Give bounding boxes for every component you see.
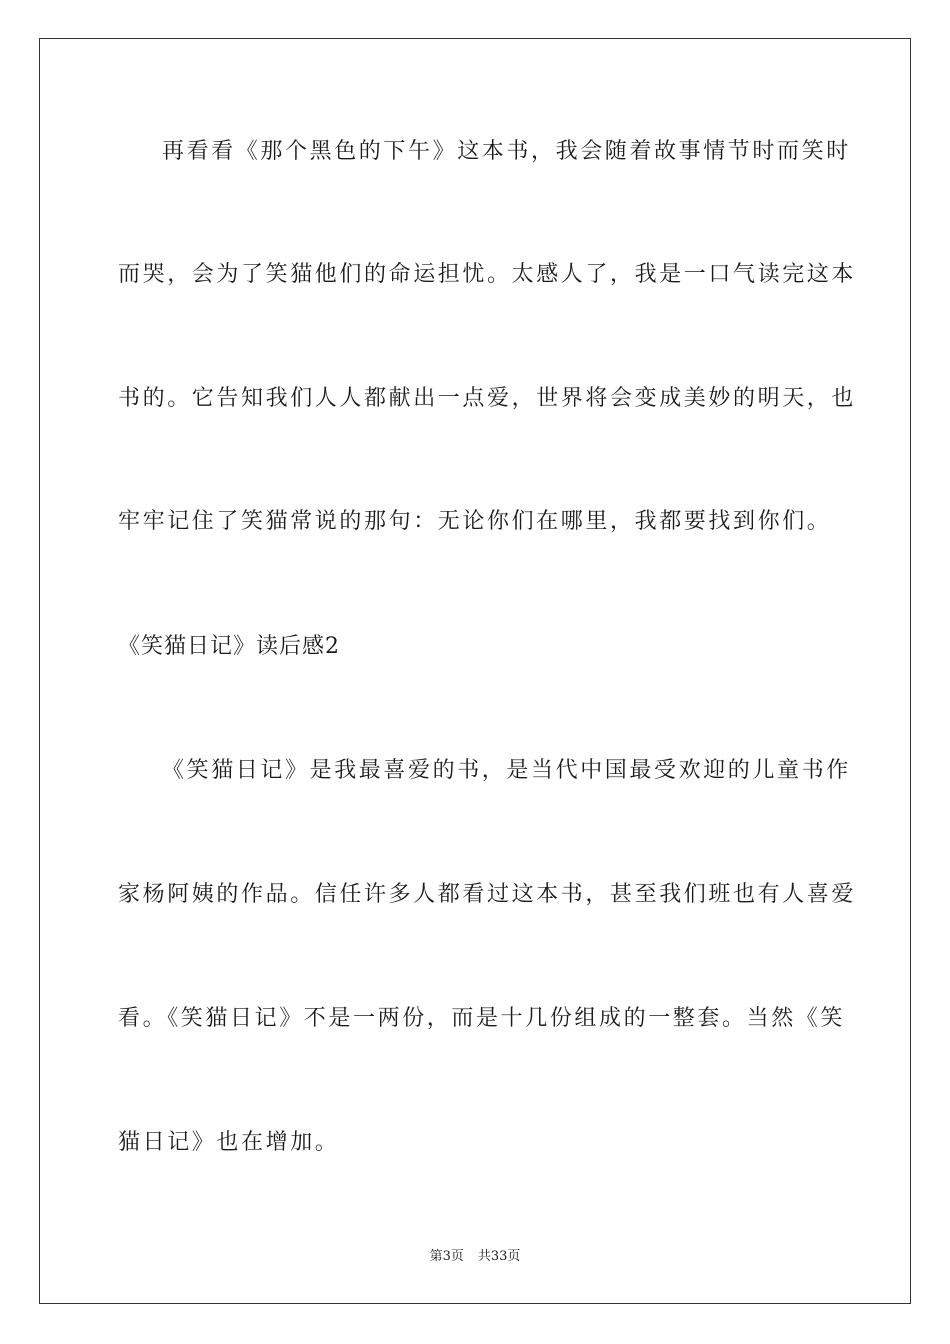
paragraph-line: 牢牢记住了笑猫常说的那句：无论你们在哪里，我都要找到你们。 [118,509,832,534]
paragraph-line: 《笑猫日记》是我最喜爱的书，是当代中国最受欢迎的儿童书作 [162,758,851,783]
paragraph-line: 而哭，会为了笑猫他们的命运担忧。太感人了，我是一口气读完这本 [118,262,857,287]
page-footer [0,1248,950,1266]
page-number: 第3页 [429,1249,464,1264]
paragraph-line: 看。《笑猫日记》不是一两份，而是十几份组成的一整套。当然《笑 [118,1006,846,1031]
section-heading: 《笑猫日记》读后感2 [118,634,340,659]
page-border [39,38,911,1304]
paragraph-line: 再看看《那个黑色的下午》这本书，我会随着故事情节时而笑时 [162,139,851,164]
page-total: 共33页 [477,1249,521,1264]
paragraph-line: 猫日记》也在增加。 [118,1130,340,1155]
paragraph-line: 书的。它告知我们人人都献出一点爱，世界将会变成美妙的明天，也 [118,386,857,411]
paragraph-line: 家杨阿姨的作品。信任许多人都看过这本书，甚至我们班也有人喜爱 [118,882,857,907]
